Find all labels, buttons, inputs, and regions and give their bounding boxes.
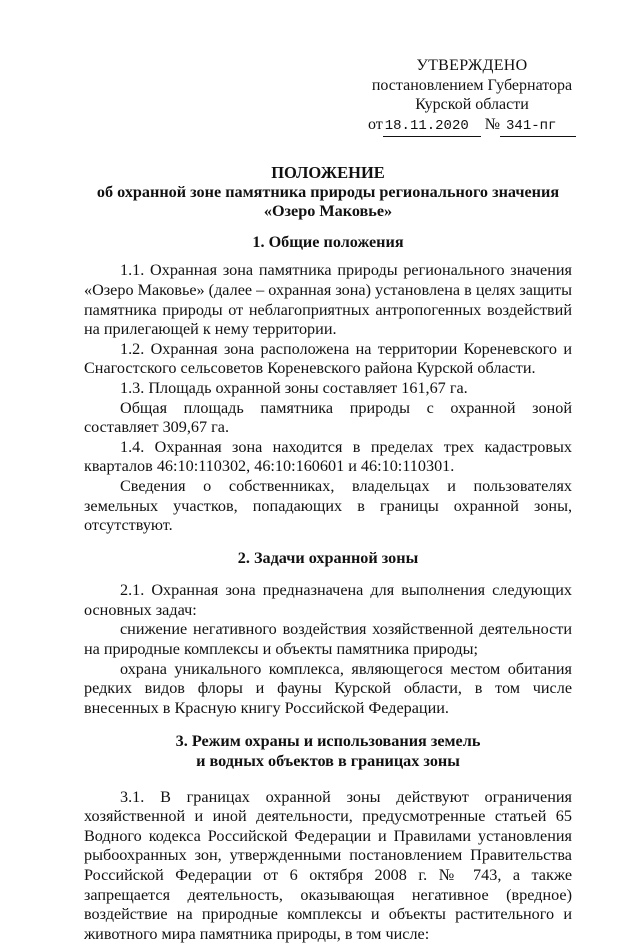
document-subtitle-line1: об охранной зоне памятника природы регионального значения <box>96 182 560 201</box>
paragraph-1-1: 1.1. Охранная зона памятника природы регионального значения «Озеро Маковье» (далее – охранная зона) установлена в целях защиты памятника природы от неблагоприятных антропогенных воздействий на прилегающей к нему территории. <box>84 261 572 339</box>
approval-date-line <box>352 115 592 138</box>
paragraph-1-2: 1.2. Охранная зона расположена на территории Кореневского и Снагостского сельсоветов Кореневского района Курской области. <box>84 339 572 378</box>
document-title: ПОЛОЖЕНИЕ <box>271 163 385 182</box>
paragraph-2-1: 2.1. Охранная зона предназначена для выполнения следующих основных задач: <box>84 581 572 619</box>
paragraph-1-4: 1.4. Охранная зона находится в пределах трех кадастровых кварталов 46:10:110302, 46:10:160601 и 46:10:110301. <box>84 437 572 476</box>
approval-title: УТВЕРЖДЕНО <box>416 57 528 74</box>
paragraph-3-1: 3.1. В границах охранной зоны действуют ограничения хозяйственной и иной деятельности, предусмотренные статьей 65 Водного кодекса Российской Федерации и Правилами установления рыбоохранных зон, утвержденными постановлением Правительства Российской Федерации от 6 октября 2008 г. № 743, а также запрещается деятельность, оказывающая негативное (вредное) воздействие на природные комплексы и объекты растительного и животного мира памятника природы, в том числе: <box>84 787 572 943</box>
paragraph-1-3: 1.3. Площадь охранной зоны составляет 161,67 га. <box>120 378 468 397</box>
section-3-heading-line1: 3. Режим охраны и использования земель <box>175 732 481 751</box>
paragraph-1-3-total: Общая площадь памятника природы с охранной зоной составляет 309,67 га. <box>84 398 572 437</box>
approval-line-governor: постановлением Губернатора <box>371 76 573 94</box>
approval-date: 18.11.2020 <box>383 117 481 138</box>
section-2-heading: 2. Задачи охранной зоны <box>237 548 419 567</box>
section-3-heading-line2: и водных объектов в границах зоны <box>196 752 460 771</box>
paragraph-2-1-task-a: снижение негативного воздействия хозяйственной деятельности на природные комплексы и объекты памятника природы; <box>84 620 572 659</box>
approval-number: 341-пг <box>500 117 576 138</box>
approval-line-region: Курской области <box>415 96 529 113</box>
approval-stamp <box>352 56 592 137</box>
paragraph-1-4-owners: Сведения о собственниках, владельцах и пользователях земельных участков, попадающих в границы охранной зоны, отсутствуют. <box>84 476 572 535</box>
document-body <box>84 163 572 944</box>
section-1-heading: 1. Общие положения <box>252 232 404 251</box>
approval-date-prefix: от <box>367 115 383 133</box>
approval-number-prefix: № <box>484 115 501 133</box>
paragraph-2-1-task-b: охрана уникального комплекса, являющегося местом обитания редких видов флоры и фауны Курской области, в том числе внесенных в Красную книгу Российской Федерации. <box>84 659 572 717</box>
document-subtitle-line2: «Озеро Маковье» <box>263 202 393 221</box>
